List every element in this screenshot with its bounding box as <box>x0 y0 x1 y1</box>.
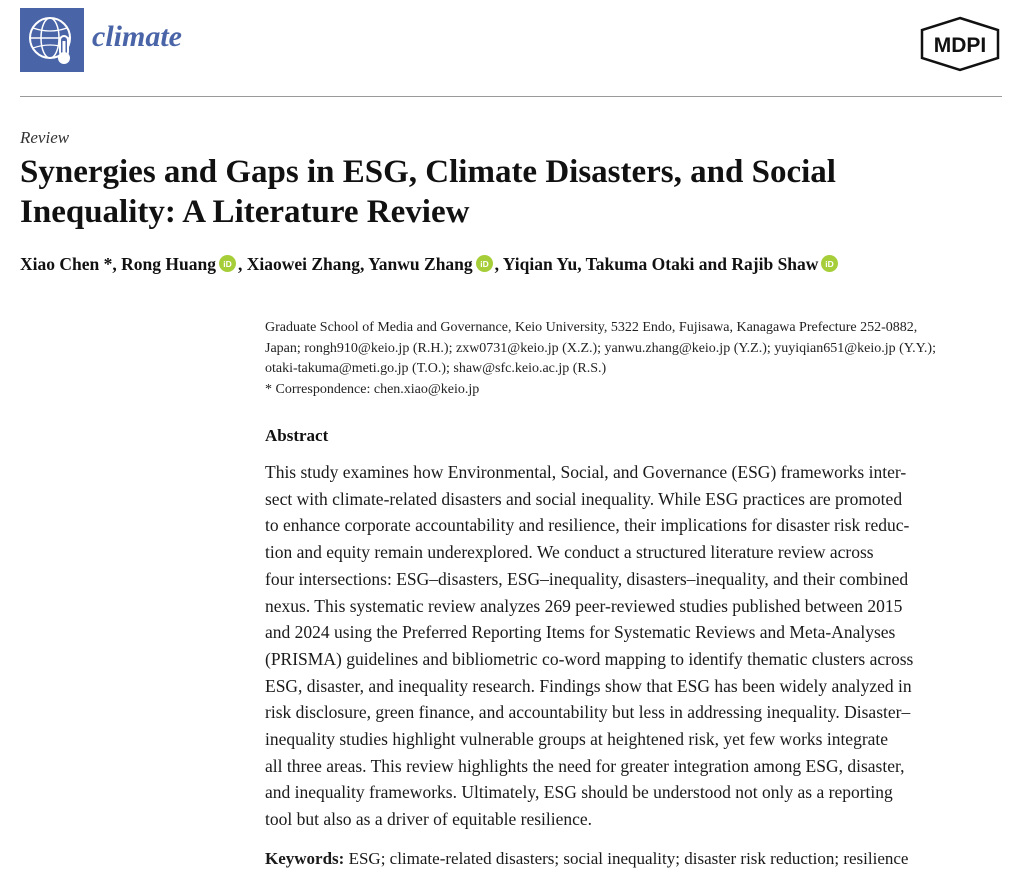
author-separator: , <box>577 254 586 274</box>
abstract-line: (PRISMA) guidelines and bibliometric co-word mapping to identify thematic clusters across <box>265 648 914 669</box>
abstract-line: and 2024 using the Preferred Reporting Items for Systematic Reviews and Meta-Analyses <box>265 622 896 643</box>
author-name[interactable]: Xiaowei Zhang <box>246 254 360 274</box>
abstract-line: risk disclosure, green finance, and accountability but less in addressing inequality. Disaster– <box>265 702 911 723</box>
abstract-line: This study examines how Environmental, Social, and Governance (ESG) frameworks inter- <box>265 462 907 482</box>
orcid-icon[interactable] <box>476 255 493 277</box>
svg-text:iD: iD <box>825 259 835 270</box>
abstract-text <box>265 459 1005 833</box>
orcid-icon[interactable] <box>219 255 236 277</box>
journal-name: climate <box>92 20 182 53</box>
header-divider <box>20 96 1002 97</box>
author-name[interactable]: Rong Huang <box>121 254 216 274</box>
abstract-line: tool but also as a driver of equitable resilience. <box>265 809 593 830</box>
svg-text:iD: iD <box>223 259 232 270</box>
affiliation-block <box>265 318 1005 400</box>
abstract-line: tion and equity remain underexplored. We conduct a structured literature review across <box>265 542 874 563</box>
article-title <box>20 152 1000 232</box>
author-separator: , <box>237 254 247 274</box>
author-name[interactable]: Rajib Shaw <box>731 254 819 274</box>
abstract-line: ESG, disaster, and inequality research. Findings show that ESG has been widely analyzed in <box>265 675 912 696</box>
keywords <box>265 849 1005 869</box>
abstract-line: sect with climate-related disasters and social inequality. While ESG practices are promoted <box>265 488 903 509</box>
article-type: Review <box>20 128 70 147</box>
author-name[interactable]: Takuma Otaki <box>585 254 695 274</box>
abstract-line: and inequality frameworks. Ultimately, ESG should be understood not only as a reporting <box>265 782 893 803</box>
abstract-heading: Abstract <box>265 426 329 445</box>
correspondence-line: * Correspondence: chen.xiao@keio.jp <box>265 381 480 397</box>
author-separator: , <box>359 254 369 274</box>
title-line: Inequality: A Literature Review <box>20 194 470 230</box>
author-separator: , <box>112 254 122 274</box>
author-name[interactable]: Xiao Chen * <box>20 254 113 274</box>
abstract-line: to enhance corporate accountability and resilience, their implications for disaster risk reduc- <box>265 515 910 536</box>
publisher-name: MDPI <box>933 34 987 57</box>
abstract-line: all three areas. This review highlights the need for greater integration among ESG, disaster, <box>265 755 905 776</box>
affiliation-line: otaki-takuma@meti.go.jp (T.O.); shaw@sfc.keio.ac.jp (R.S.) <box>265 361 607 376</box>
mdpi-hexagon-icon <box>918 16 1002 72</box>
globe-thermometer-icon <box>20 8 84 72</box>
abstract-line: four intersections: ESG–disasters, ESG–inequality, disasters–inequality, and their combined <box>265 568 909 589</box>
author-name[interactable]: Yanwu Zhang <box>368 254 473 274</box>
keywords-list: ESG; climate-related disasters; social inequality; disaster risk reduction; resilience <box>348 849 909 868</box>
author-name[interactable]: Yiqian Yu <box>502 254 578 274</box>
author-separator: and <box>694 254 732 274</box>
abstract-line: inequality studies highlight vulnerable groups at heightened risk, yet few works integrate <box>265 729 889 750</box>
keywords-label: Keywords: <box>265 849 345 868</box>
author-separator: , <box>494 254 503 274</box>
journal-logo <box>20 8 84 72</box>
orcid-icon[interactable] <box>821 255 838 277</box>
svg-text:iD: iD <box>479 259 489 270</box>
affiliation-line: Graduate School of Media and Governance, Keio University, 5322 Endo, Fujisawa, Kanagawa Prefecture 252-0882, <box>265 320 918 335</box>
abstract-line: nexus. This systematic review analyzes 269 peer-reviewed studies published between 2015 <box>265 595 903 616</box>
title-line: Synergies and Gaps in ESG, Climate Disasters, and Social <box>20 154 836 190</box>
author-list <box>20 254 1010 277</box>
affiliation-line: Japan; rongh910@keio.jp (R.H.); zxw0731@keio.jp (X.Z.); yanwu.zhang@keio.jp (Y.Z.); yuyiqian651@keio.jp (Y.Y.); <box>265 340 936 356</box>
publisher-logo <box>918 16 1002 72</box>
